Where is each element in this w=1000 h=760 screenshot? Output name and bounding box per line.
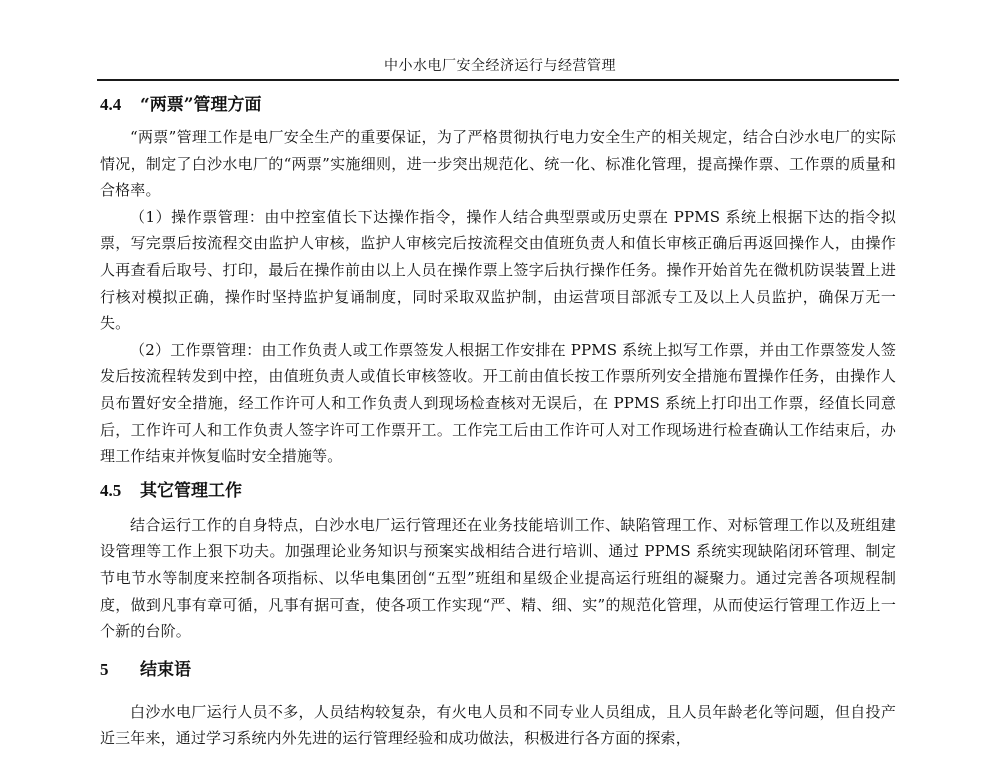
- section-number: 4.4: [100, 95, 122, 114]
- paragraph-operation-ticket: （1）操作票管理：由中控室值长下达操作指令，操作人结合典型票或历史票在 PPMS 系统上根据下达的指令拟票，写完票后按流程交由监护人审核，监护人审核完后按流程交由值班负责人和值长审核正确后再返回操作人，由操作人再查看后取号、打印，最后在操作前由以上人员在操作票上签字后执行操作任务。操作开始首先在微机防误装置上进行核对模拟正确，操作时坚持监护复诵制度，同时采取双监护制，由运营项目部派专工及以上人员监护，确保万无一失。: [100, 207, 896, 333]
- section-title: 结束语: [140, 659, 191, 680]
- paragraph: “两票”管理工作是电厂安全生产的重要保证，为了严格贯彻执行电力安全生产的相关规定，结合白沙水电厂的实际情况，制定了白沙水电厂的“两票”实施细则，进一步突出规范化、统一化、标准化管理，提高操作票、工作票的质量和合格率。: [100, 128, 896, 200]
- section-title: “两票”管理方面: [140, 95, 262, 115]
- section-heading-4-4: [100, 90, 896, 120]
- page-body: [100, 88, 896, 752]
- section-heading-4-5: [100, 476, 896, 506]
- section-number: 5: [100, 659, 109, 679]
- section-heading-5: [100, 655, 896, 685]
- paragraph: 结合运行工作的自身特点，白沙水电厂运行管理还在业务技能培训工作、缺陷管理工作、对标管理工作以及班组建设管理等工作上狠下功夫。加强理论业务知识与预案实战相结合进行培训、通过 PPMS 系统实现缺陷闭环管理、制定节电节水等制度来控制各项指标、以华电集团创“五型”班组和星级企业提高运行班组的凝聚力。通过完善各项规程制度，做到凡事有章可循，凡事有据可查，使各项工作实现“严、精、细、实”的规范化管理，从而使运行管理工作迈上一个新的台阶。: [100, 515, 896, 641]
- section-title: 其它管理工作: [140, 480, 242, 501]
- running-header: 中小水电厂安全经济运行与经营管理: [384, 58, 616, 74]
- header-rule: [97, 79, 899, 81]
- section-number: 4.5: [100, 480, 122, 500]
- paragraph-work-ticket: （2）工作票管理：由工作负责人或工作票签发人根据工作安排在 PPMS 系统上拟写工作票，并由工作票签发人签发后按流程转发到中控，由值班负责人或值长审核签收。开工前由值长按工作票所列安全措施布置操作任务，由操作人员布置好安全措施，经工作许可人和工作负责人到现场检查核对无误后，在 PPMS 系统上打印出工作票，经值长同意后，工作许可人和工作负责人签字许可工作票开工。工作完工后由工作许可人对工作现场进行检查确认工作结束后，办理工作结束并恢复临时安全措施等。: [100, 340, 896, 466]
- paragraph: 白沙水电厂运行人员不多，人员结构较复杂，有火电人员和不同专业人员组成，且人员年龄老化等问题，但自投产近三年来，通过学习系统内外先进的运行管理经验和成功做法，积极进行各方面的探索，: [100, 702, 896, 748]
